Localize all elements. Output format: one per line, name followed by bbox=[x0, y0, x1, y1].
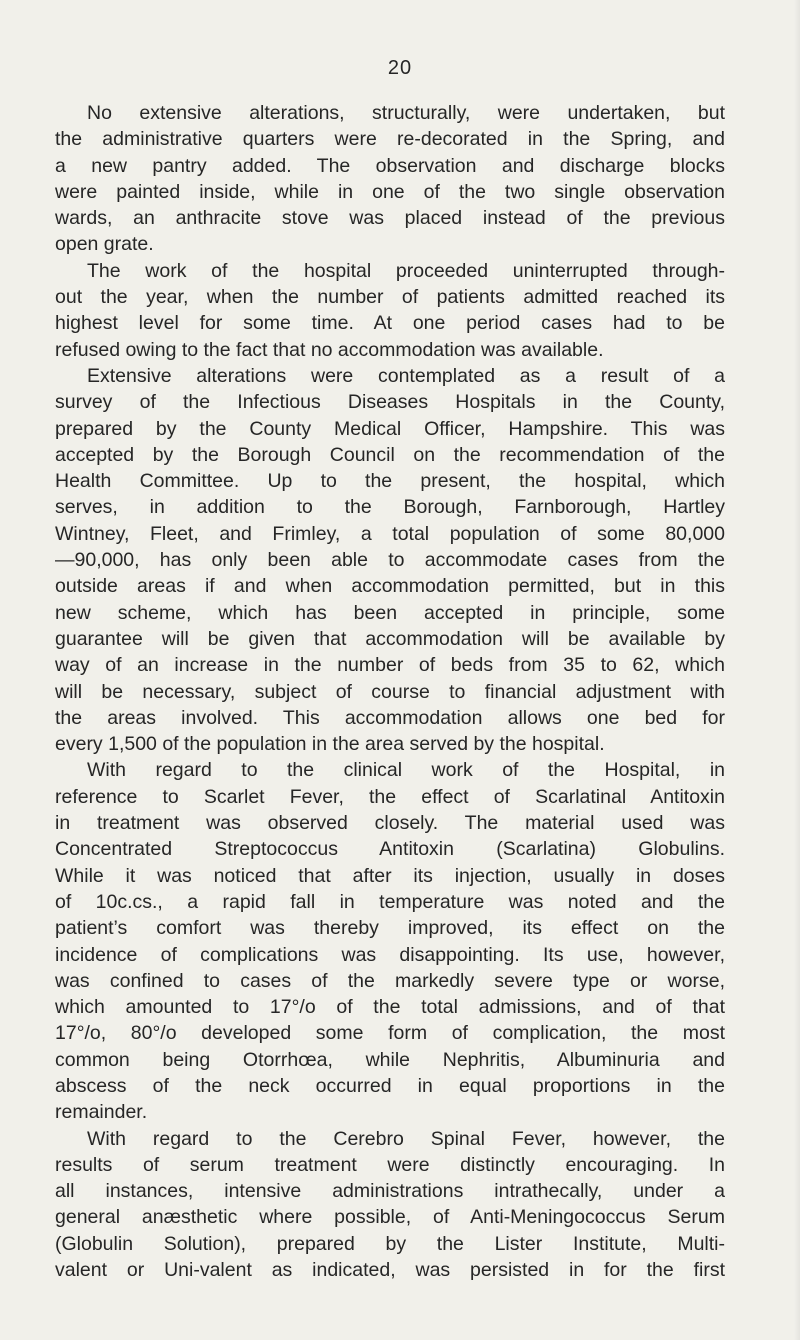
text-line: a new pantry added. The observation and discharge blocks bbox=[55, 154, 725, 177]
paragraph-scarlet-fever bbox=[55, 757, 725, 1125]
text-line: While it was noticed that after its injection, usually in doses bbox=[55, 864, 725, 887]
body-text bbox=[55, 100, 725, 1283]
paragraph-cerebro-spinal-fever bbox=[55, 1126, 725, 1284]
paragraph-hospital-work bbox=[55, 258, 725, 363]
text-line: 17°/o, 80°/o developed some form of complication, the most bbox=[55, 1022, 725, 1045]
text-line: common being Otorrhœa, while Nephritis, Albuminuria and bbox=[55, 1048, 725, 1071]
text-line: all instances, intensive administrations intrathecally, under a bbox=[55, 1180, 725, 1203]
text-line: of 10c.cs., a rapid fall in temperature was noted and the bbox=[55, 890, 725, 913]
text-line: With regard to the clinical work of the Hospital, in bbox=[87, 759, 725, 782]
text-line: (Globulin Solution), prepared by the Lister Institute, Multi- bbox=[55, 1232, 725, 1255]
text-line: will be necessary, subject of course to financial adjustment with bbox=[55, 680, 725, 703]
text-line: was confined to cases of the markedly severe type or worse, bbox=[55, 969, 725, 992]
text-line: remainder. bbox=[55, 1101, 148, 1124]
text-line: survey of the Infectious Diseases Hospitals in the County, bbox=[55, 391, 725, 414]
text-line: out the year, when the number of patients admitted reached its bbox=[55, 286, 725, 309]
text-line: in treatment was observed closely. The material used was bbox=[55, 812, 725, 835]
text-line: outside areas if and when accommodation permitted, but in this bbox=[55, 575, 725, 598]
text-line: which amounted to 17°/o of the total admissions, and of that bbox=[55, 996, 725, 1019]
text-line: the areas involved. This accommodation allows one bed for bbox=[55, 706, 725, 729]
text-line: patient’s comfort was thereby improved, its effect on the bbox=[55, 917, 725, 940]
text-line: wards, an anthracite stove was placed instead of the previous bbox=[55, 207, 725, 230]
text-line: open grate. bbox=[55, 233, 154, 256]
text-line: new scheme, which has been accepted in principle, some bbox=[55, 601, 725, 624]
text-line: were painted inside, while in one of the two single observation bbox=[55, 180, 725, 203]
text-line: The work of the hospital proceeded uninterrupted through- bbox=[87, 259, 725, 282]
text-line: Extensive alterations were contemplated as a result of a bbox=[87, 364, 725, 387]
text-line: results of serum treatment were distinctly encouraging. In bbox=[55, 1153, 725, 1176]
text-line: guarantee will be given that accommodation will be available by bbox=[55, 627, 725, 650]
text-line: general anæsthetic where possible, of Anti-Meningococcus Serum bbox=[55, 1206, 725, 1229]
text-line: serves, in addition to the Borough, Farnborough, Hartley bbox=[55, 496, 725, 519]
text-line: refused owing to the fact that no accommodation was available. bbox=[55, 338, 604, 361]
text-line: prepared by the County Medical Officer, Hampshire. This was bbox=[55, 417, 725, 440]
text-line: Health Committee. Up to the present, the hospital, which bbox=[55, 470, 725, 493]
text-line: Wintney, Fleet, and Frimley, a total population of some 80,000 bbox=[55, 522, 725, 545]
text-line: No extensive alterations, structurally, were undertaken, but bbox=[87, 102, 725, 124]
text-line: highest level for some time. At one period cases had to be bbox=[55, 312, 725, 335]
text-line: reference to Scarlet Fever, the effect of Scarlatinal Antitoxin bbox=[55, 785, 725, 808]
text-line: —90,000, has only been able to accommodate cases from the bbox=[55, 549, 725, 572]
page-edge-shadow bbox=[794, 0, 800, 1340]
text-line: valent or Uni-valent as indicated, was persisted in for the first bbox=[55, 1259, 725, 1282]
text-line: way of an increase in the number of beds from 35 to 62, which bbox=[55, 654, 725, 677]
page-number: 20 bbox=[387, 57, 413, 79]
text-line: abscess of the neck occurred in equal proportions in the bbox=[55, 1074, 725, 1097]
paragraph-extensive-alterations bbox=[55, 363, 725, 757]
text-line: the administrative quarters were re-decorated in the Spring, and bbox=[55, 128, 725, 151]
text-line: Concentrated Streptococcus Antitoxin (Scarlatina) Globulins. bbox=[55, 838, 725, 861]
paragraph-alterations bbox=[55, 100, 725, 258]
text-line: With regard to the Cerebro Spinal Fever, however, the bbox=[87, 1127, 725, 1150]
text-line: accepted by the Borough Council on the recommendation of the bbox=[55, 443, 725, 466]
text-line: incidence of complications was disappointing. Its use, however, bbox=[55, 943, 725, 966]
text-line: every 1,500 of the population in the area served by the hospital. bbox=[55, 733, 605, 756]
